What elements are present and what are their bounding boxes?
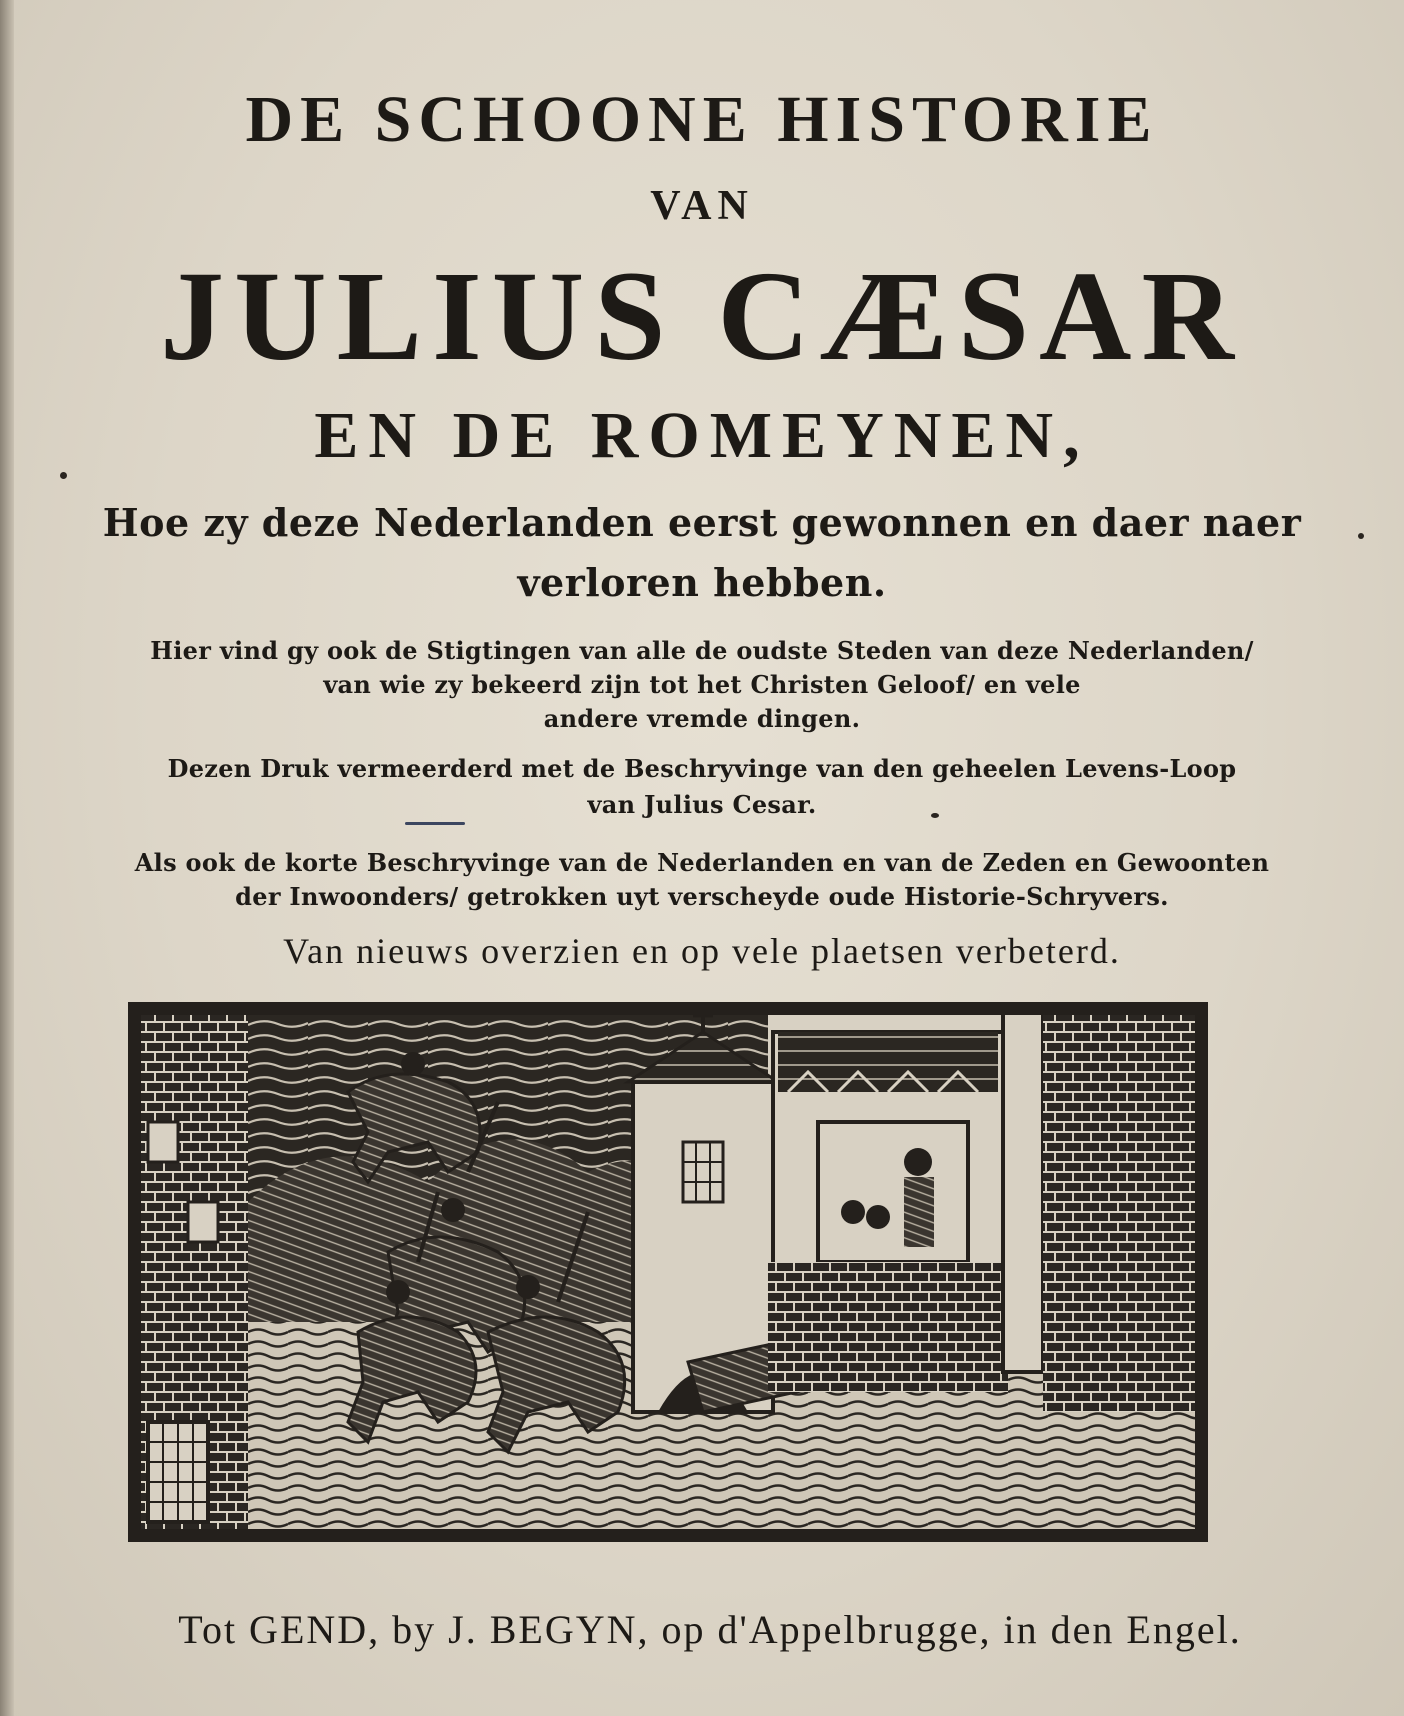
woodcut-illustration-icon <box>128 1002 1208 1542</box>
ink-speck <box>60 472 67 479</box>
pen-mark <box>405 822 465 825</box>
edition-note-line-2: van Julius Cesar. <box>587 790 817 819</box>
subtitle-line-2: verloren hebben. <box>517 560 887 605</box>
addition-note-line-1: Als ook de korte Beschryvinge van de Nederlanden en van de Zeden en Gewoonten <box>134 848 1270 877</box>
description-line-3: andere vremde dingen. <box>543 704 861 733</box>
description-line-2: van wie zy bekeerd zijn tot het Christen Geloof/ en vele <box>323 670 1081 699</box>
ink-speck <box>931 813 939 818</box>
ink-speck <box>1358 533 1364 539</box>
title-line-4: EN DE ROMEYNEN, <box>314 399 1090 472</box>
title-line-1: DE SCHOONE HISTORIE <box>245 83 1159 156</box>
revision-note: Van nieuws overzien en op vele plaetsen verbeterd. <box>283 931 1121 971</box>
main-title: JULIUS CÆSAR <box>160 245 1244 387</box>
title-line-2: VAN <box>650 183 754 229</box>
edition-note-line-1: Dezen Druk vermeerderd met de Beschryvinge van den geheelen Levens-Loop <box>167 754 1237 783</box>
printer-imprint: Tot GEND, by J. BEGYN, op d'Appelbrugge, in den Engel. <box>178 1607 1242 1652</box>
addition-note-line-2: der Inwoonders/ getrokken uyt verscheyde oude Historie-Schryvers. <box>235 882 1169 911</box>
description-line-1: Hier vind gy ook de Stigtingen van alle de oudste Steden van deze Nederlanden/ <box>150 636 1254 665</box>
subtitle-line-1: Hoe zy deze Nederlanden eerst gewonnen en daer naer <box>102 500 1302 545</box>
